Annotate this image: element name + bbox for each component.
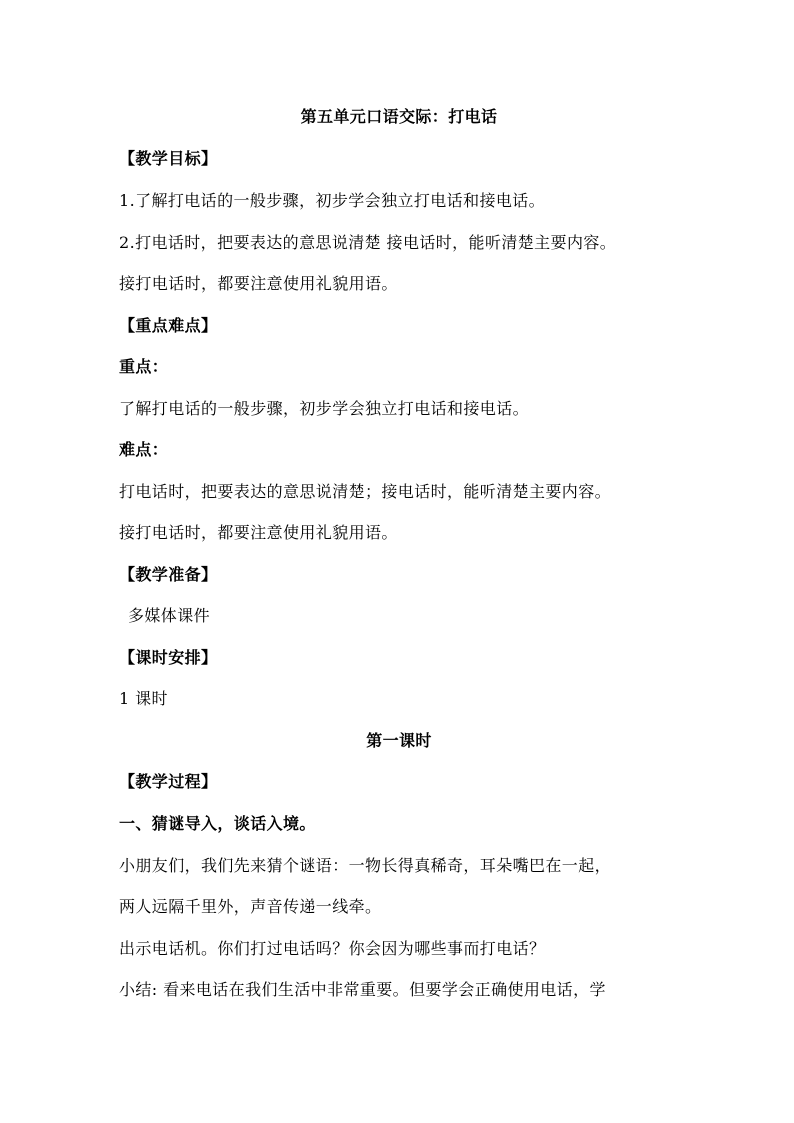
step-1-paragraph-1-continued: 两人远隔千里外，声音传递一线牵。 [119,897,382,916]
step-1-paragraph-3: 小结: 看来电话在我们生活中非常重要。但要学会正确使用电话，学 [119,980,606,999]
section-heading-goals: 【教学目标】 [119,149,218,168]
difficult-point-text-continued: 接打电话时，都要注意使用礼貌用语。 [119,523,398,542]
goal-item-2-continued: 接打电话时，都要注意使用礼貌用语。 [119,274,398,293]
preparation-text: 多媒体课件 [128,606,211,625]
section-heading-process: 【教学过程】 [119,772,218,791]
document-title: 第五单元口语交际：打电话 [300,107,498,126]
difficult-point-text: 打电话时，把要表达的意思说清楚；接电话时，能听清楚主要内容。 [119,482,612,501]
step-1-heading: 一、猜谜导入，谈话入境。 [119,814,316,833]
goal-item-2: 2.打电话时，把要表达的意思说清楚 接电话时，能听清楚主要内容。 [119,233,617,252]
step-1-paragraph-1: 小朋友们，我们先来猜个谜语：一物长得真稀奇，耳朵嘴巴在一起， [119,856,612,875]
goal-item-1: 1.了解打电话的一般步骤，初步学会独立打电话和接电话。 [119,191,546,210]
section-heading-key-points: 【重点难点】 [119,316,218,335]
difficult-point-label: 难点： [119,440,169,459]
section-heading-preparation: 【教学准备】 [119,565,218,584]
schedule-text: 1 课时 [119,689,168,708]
key-point-label: 重点： [119,357,169,376]
lesson-title: 第一课时 [366,731,432,750]
step-1-paragraph-2: 出示电话机。你们打过电话吗？你会因为哪些事而打电话？ [119,939,546,958]
section-heading-schedule: 【课时安排】 [119,648,218,667]
key-point-text: 了解打电话的一般步骤，初步学会独立打电话和接电话。 [119,399,530,418]
